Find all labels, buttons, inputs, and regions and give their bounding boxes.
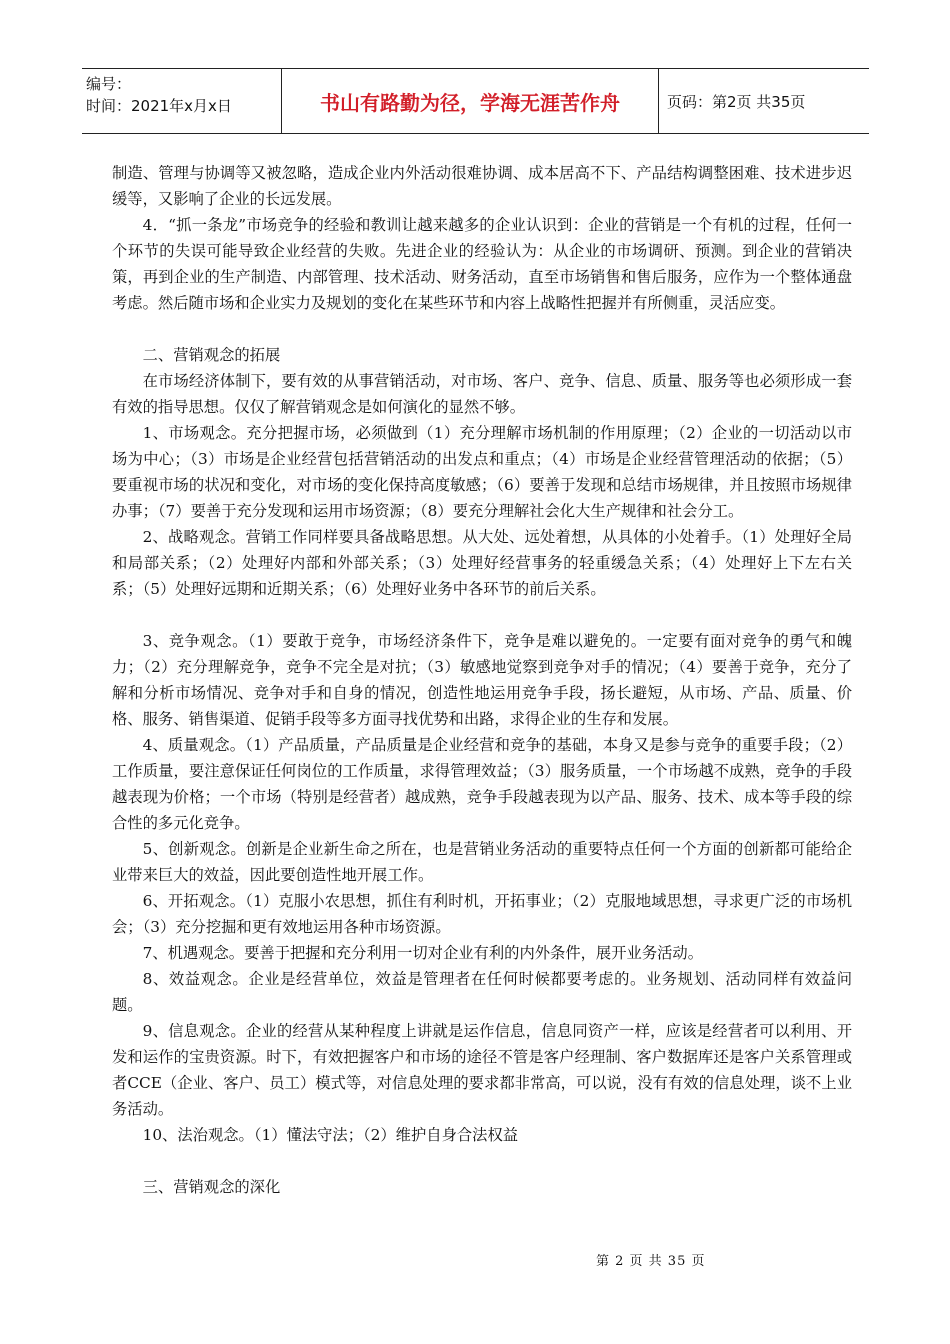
paragraph: 制造、管理与协调等又被忽略，造成企业内外活动很难协调、成本居高不下、产品结构调整困难、技术进步迟缓等，又影响了企业的长远发展。 xyxy=(112,164,852,208)
number-label: 编号： xyxy=(86,75,132,93)
paragraph: 3、竞争观念。（1）要敢于竞争，市场经济条件下，竞争是难以避免的。一定要有面对竞争的勇气和魄力；（2）充分理解竞争，竞争不完全是对抗；（3）敏感地觉察到竞争对手的情况；（4）要善于竞争，充分了解和分析市场情况、竞争对手和自身的情况，创造性地运用竞争手段，扬长避短，从市场、产品、质量、价格、服务、销售渠道、促销手段等多方面寻找优势和出路，求得企业的生存和发展。 xyxy=(112,632,852,728)
paragraph: 1、市场观念。充分把握市场，必须做到（1）充分理解市场机制的作用原理；（2）企业的一切活动以市场为中心；（3）市场是企业经营包括营销活动的出发点和重点；（4）市场是企业经营管理活动的依据；（5）要重视市场的状况和变化，对市场的变化保持高度敏感；（6）要善于发现和总结市场规律，并且按照市场规律办事；（7）要善于充分发现和运用市场资源；（8）要充分理解社会化大生产规律和社会分工。 xyxy=(112,424,852,520)
header-meta xyxy=(82,69,282,133)
paragraph: 6、开拓观念。（1）克服小农思想，抓住有利时机，开拓事业；（2）克服地域思想，寻求更广泛的市场机会；（3）充分挖掘和更有效地运用各种市场资源。 xyxy=(112,892,852,936)
paragraph: 4、质量观念。（1）产品质量，产品质量是企业经营和竞争的基础，本身又是参与竞争的重要手段；（2）工作质量，要注意保证任何岗位的工作质量，求得管理效益；（3）服务质量，一个市场越不成熟，竞争的手段越表现为价格；一个市场（特别是经营者）越成熟，竞争手段越表现为以产品、服务、技术、成本等手段的综合性的多元化竞争。 xyxy=(112,736,852,832)
paragraph: 7、机遇观念。要善于把握和充分利用一切对企业有利的内外条件，展开业务活动。 xyxy=(142,944,704,962)
section-heading: 二、营销观念的拓展 xyxy=(142,346,281,364)
paragraph: 4．“抓一条龙”市场竞争的经验和教训让越来越多的企业认识到：企业的营销是一个有机的过程，任何一个环节的失误可能导致企业经营的失败。先进企业的经验认为：从企业的市场调研、预测。到企业的营销决策，再到企业的生产制造、内部管理、技术活动、财务活动，直至市场销售和售后服务，应作为一个整体通盘考虑。然后随市场和企业实力及规划的变化在某些环节和内容上战略性把握并有所侧重，灵活应变。 xyxy=(112,216,852,312)
spacer xyxy=(112,602,852,628)
date-label: 时间：2021年x月x日 xyxy=(86,97,232,115)
document-header xyxy=(82,68,869,134)
paragraph: 8、效益观念。企业是经营单位，效益是管理者在任何时候都要考虑的。业务规划、活动同样有效益问题。 xyxy=(112,970,852,1014)
paragraph: 5、创新观念。创新是企业新生命之所在，也是营销业务活动的重要特点任何一个方面的创新都可能给企业带来巨大的效益，因此要创造性地开展工作。 xyxy=(112,840,852,884)
section-heading: 三、营销观念的深化 xyxy=(142,1178,281,1196)
paragraph: 在市场经济体制下，要有效的从事营销活动，对市场、客户、竞争、信息、质量、服务等也必须形成一套有效的指导思想。仅仅了解营销观念是如何演化的显然不够。 xyxy=(112,372,852,416)
paragraph: 10、法治观念。（1）懂法守法；（2）维护自身合法权益 xyxy=(142,1126,519,1144)
document-body xyxy=(112,160,852,1200)
paragraph: 2、战略观念。营销工作同样要具备战略思想。从大处、远处着想，从具体的小处着手。（1）处理好全局和局部关系；（2）处理好内部和外部关系；（3）处理好经营事务的轻重缓急关系；（4）处理好上下左右关系；（5）处理好远期和近期关系；（6）处理好业务中各环节的前后关系。 xyxy=(112,528,852,598)
header-motto: 书山有路勤为径，学海无涯苦作舟 xyxy=(282,69,659,133)
header-page-info: 页码：第2页 共35页 xyxy=(667,92,806,111)
paragraph: 9、信息观念。企业的经营从某种程度上讲就是运作信息，信息同资产一样，应该是经营者可以利用、开发和运作的宝贵资源。时下，有效把握客户和市场的途径不管是客户经理制、客户数据库还是客户关系管理或者CCE（企业、客户、员工）模式等，对信息处理的要求都非常高，可以说，没有有效的信息处理，谈不上业务活动。 xyxy=(112,1022,852,1118)
page-footer: 第 2 页 共 35 页 xyxy=(596,1254,706,1269)
